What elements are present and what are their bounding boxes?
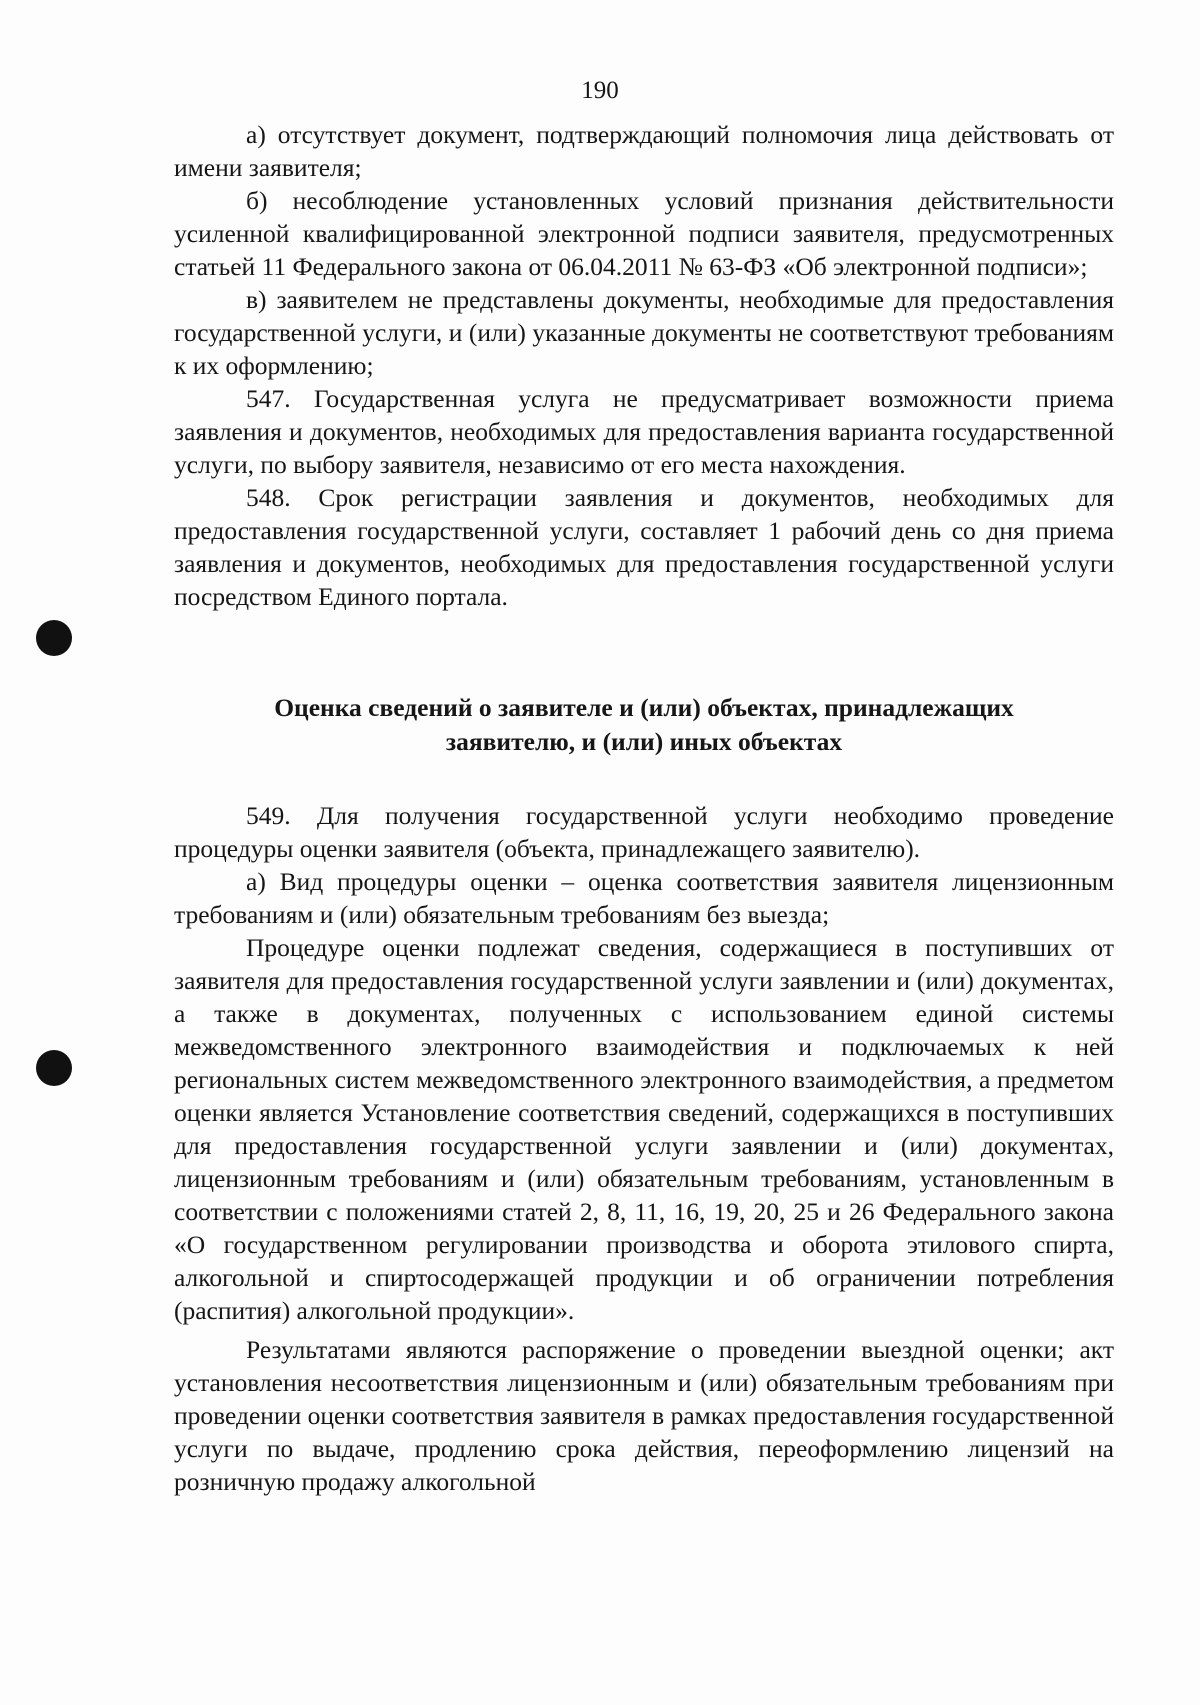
paragraph-item-b: б) несоблюдение установленных условий признания действительности усиленной квалифицированной электронной подписи заявителя, предусмотренных статьей 11 Федерального закона от 06.04.2011 № 63-ФЗ «Об электронной подписи»; [174,186,1114,281]
paragraph-assessment-type: а) Вид процедуры оценки – оценка соответствия заявителя лицензионным требованиям и (или) обязательным требованиям без выезда; [174,867,1114,929]
paragraph-item-v: в) заявителем не представлены документы, необходимые для предоставления государственной услуги, и (или) указанные документы не соответствуют требованиям к их оформлению; [174,285,1114,380]
section-heading-line-2: заявителю, и (или) иных объектах [445,727,843,756]
page-number: 190 [581,77,619,104]
document-body [174,118,1114,1498]
binder-hole-mark [36,620,72,656]
section-heading-line-1: Оценка сведений о заявителе и (или) объектах, принадлежащих [274,693,1014,722]
paragraph-assessment-results: Результатами являются распоряжение о проведении выездной оценки; акт установления несоответствия лицензионным и (или) обязательным требованиям при проведении оценки соответствия заявителя в рамках предоставления государственной услуги по выдаче, продлению срока действия, переоформлению лицензий на розничную продажу алкогольной [174,1335,1114,1496]
paragraph-549: 549. Для получения государственной услуги необходимо проведение процедуры оценки заявителя (объекта, принадлежащего заявителю). [174,801,1114,863]
spacer [174,759,1114,799]
paragraph-548: 548. Срок регистрации заявления и документов, необходимых для предоставления государственной услуги, составляет 1 рабочий день со дня приема заявления и документов, необходимых для предоставления государственной услуги посредством Единого портала. [174,483,1114,611]
section-heading [174,691,1114,759]
paragraph-547: 547. Государственная услуга не предусматривает возможности приема заявления и документов, необходимых для предоставления варианта государственной услуги, по выбору заявителя, независимо от его места нахождения. [174,384,1114,479]
spacer [174,613,1114,691]
paragraph-assessment-subject: Процедуре оценки подлежат сведения, содержащиеся в поступивших от заявителя для предоставления государственной услуги заявлении и (или) документах, а также в документах, полученных с использованием единой системы межведомственного электронного взаимодействия и подключаемых к ней региональных систем межведомственного электронного взаимодействия, а предметом оценки является Установление соответствия сведений, содержащихся в поступивших для предоставления государственной услуги заявлении и (или) документах, лицензионным требованиям и (или) обязательным требованиям, установленным в соответствии с положениями статей 2, 8, 11, 16, 19, 20, 25 и 26 Федерального закона «О государственном регулировании производства и оборота этилового спирта, алкогольной и спиртосодержащей продукции и об ограничении потребления (распития) алкогольной продукции». [174,933,1114,1325]
binder-hole-mark [36,1050,72,1086]
paragraph-item-a: а) отсутствует документ, подтверждающий полномочия лица действовать от имени заявителя; [174,120,1114,182]
